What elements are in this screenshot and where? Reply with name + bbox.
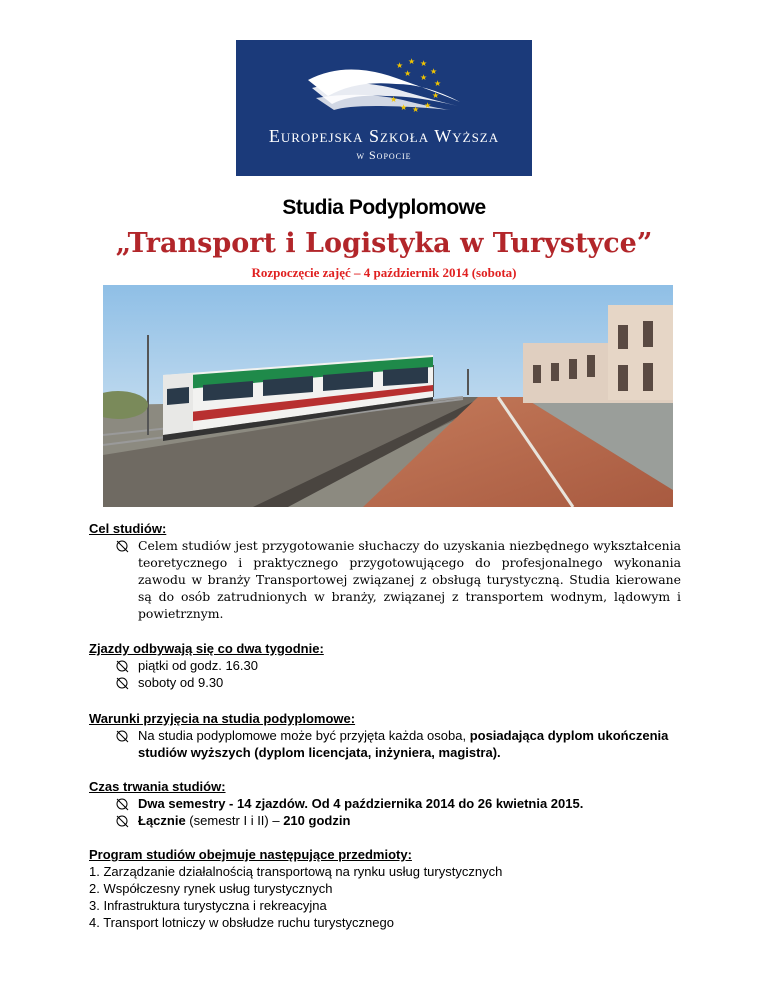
train-photo [103, 285, 673, 507]
crossed-circle-bullet-icon [116, 727, 130, 744]
list-item: 4. Transport lotniczy w obsłudze ruchu turystycznego [89, 915, 394, 930]
svg-text:★: ★ [420, 59, 428, 68]
duration-total-hours: 210 godzin [283, 813, 351, 828]
section-admission [89, 710, 681, 761]
page-subtitle: Studia Podyplomowe [282, 196, 486, 219]
goal-text: Celem studiów jest przygotowanie słuchaczy do uzyskania niezbędnego wykształcenia teoretycznego i praktycznego przygotowującego do profesjonalnego wykonania zawodu w branży Transportowej związanej z obsługą turystyczną. Studia kierowane są do osób zatrudnionych w branży, związanej z transportem wodnym, lądowym i powietrznym. [138, 538, 681, 621]
svg-text:★: ★ [404, 69, 412, 78]
list-item [89, 537, 681, 622]
schedule-item: piątki od godz. 16.30 [138, 658, 258, 673]
list-item: 2. Współczesny rynek usług turystycznych [89, 881, 333, 896]
crossed-circle-bullet-icon [116, 657, 130, 674]
crossed-circle-bullet-icon [116, 674, 130, 691]
admission-text: Na studia podyplomowe może być przyjęta każda osoba, [138, 728, 470, 743]
svg-text:★: ★ [412, 105, 420, 114]
logo-school-name: Europejska Szkoła Wyższa [268, 126, 500, 146]
list-item [89, 657, 681, 674]
start-date: Rozpoczęcie zajęć – 4 październik 2014 (sobota) [251, 265, 517, 280]
svg-text:★: ★ [420, 73, 428, 82]
admission-heading: Warunki przyjęcia na studia podyplomowe: [89, 711, 356, 726]
list-item [89, 674, 681, 691]
svg-text:★: ★ [408, 57, 416, 66]
schedule-item: soboty od 9.30 [138, 675, 224, 690]
list-item: 3. Infrastruktura turystyczna i rekreacyjna [89, 898, 327, 913]
school-logo [236, 40, 532, 176]
crossed-circle-bullet-icon [116, 795, 130, 812]
crossed-circle-bullet-icon [116, 812, 130, 829]
list-item: 1. Zarządzanie działalnością transportową na rynku usług turystycznych [89, 864, 503, 879]
page-title: „Transport i Logistyka w Turystyce” [115, 228, 653, 259]
svg-text:★: ★ [400, 103, 408, 112]
crossed-circle-bullet-icon [116, 537, 130, 554]
section-schedule [89, 640, 681, 691]
logo-location: w Sopocie [356, 148, 412, 162]
list-item [89, 727, 681, 761]
duration-heading: Czas trwania studiów: [89, 779, 226, 794]
list-item [89, 795, 681, 812]
schedule-heading: Zjazdy odbywają się co dwa tygodnie: [89, 641, 324, 656]
svg-text:★: ★ [434, 79, 442, 88]
section-goal [89, 520, 681, 622]
admission-text-bold: posiadająca dyplom ukończenia studiów wyższych (dyplom licencjata, inżyniera, magistra). [138, 728, 669, 760]
svg-text:★: ★ [390, 95, 398, 104]
svg-text:★: ★ [432, 91, 440, 100]
duration-item: Dwa semestry - 14 zjazdów. Od 4 października 2014 do 26 kwietnia 2015. [138, 796, 584, 811]
svg-text:★: ★ [424, 101, 432, 110]
section-program [89, 846, 681, 931]
svg-text:★: ★ [396, 61, 404, 70]
duration-total-text: (semestr I i II) – [185, 813, 284, 828]
svg-text:★: ★ [430, 67, 438, 76]
section-duration [89, 778, 681, 829]
program-heading: Program studiów obejmuje następujące przedmioty: [89, 847, 412, 862]
list-item [89, 812, 681, 829]
duration-total-label: Łącznie [138, 813, 186, 828]
goal-heading: Cel studiów: [89, 521, 167, 536]
